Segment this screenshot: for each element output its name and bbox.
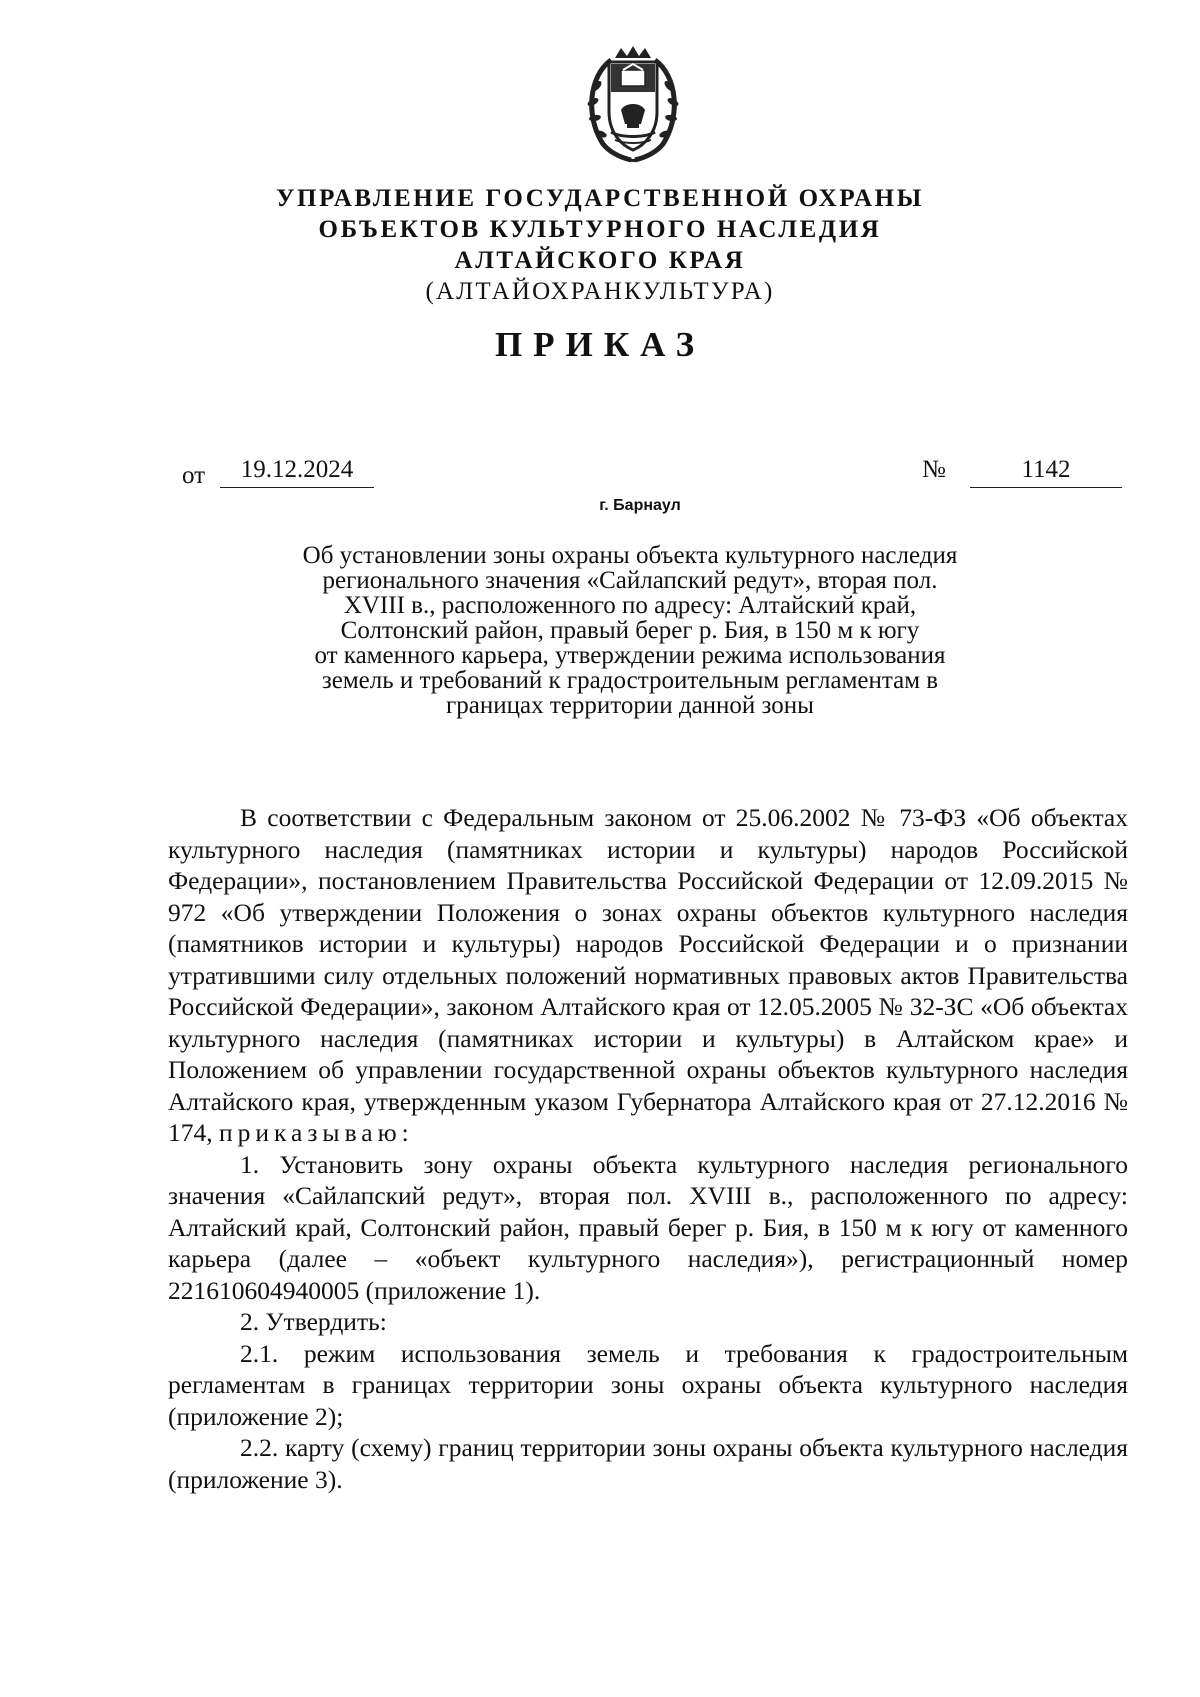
order-word: приказываю: [219, 1118, 414, 1147]
order-date: 19.12.2024 [220, 456, 374, 488]
org-line-3: АЛТАЙСКОГО КРАЯ [454, 247, 746, 274]
subject-line: от каменного карьера, утверждении режима использования [314, 642, 946, 669]
subject-line: XVIII в., расположенного по адресу: Алтайский край, [343, 592, 917, 619]
order-subject [240, 543, 1020, 718]
preamble-text: В соответствии с Федеральным законом от 25.06.2002 № 73-ФЗ «Об объектах культурного наследия (памятниках истории и культуры) народов Российской Федерации», постановлением Правительства Российской Федерации от 12.09.2015 № 972 «Об утверждении Положения о зонах охраны объектов культурного наследия (памятников истории и культуры) народов Российской Федерации и о признании утратившими силу отдельных положений нормативных правовых актов Правительства Российской Федерации», законом Алтайского края от 12.05.2005 № 32-ЗС «Об объектах культурного наследия (памятниках истории и культуры) в Алтайском крае» и Положением об управлении государственной охраны объектов культурного наследия Алтайского края, утвержденным указом Губернатора Алтайского края от 27.12.2016 № 174, [168, 803, 1128, 1147]
org-short-name: (АЛТАЙОХРАНКУЛЬТУРА) [425, 278, 775, 305]
date-number-row [0, 456, 1200, 496]
order-item-2-1: 2.1. режим использования земель и требования к градостроительным регламентам в границах территории зоны охраны объекта культурного наследия (приложение 2); [168, 1338, 1128, 1431]
subject-line: границах территории данной зоны [446, 692, 814, 719]
coat-of-arms-icon [581, 46, 685, 166]
subject-line: земель и требований к градостроительным регламентам в [321, 667, 939, 694]
date-prefix: от [182, 462, 206, 489]
preamble-paragraph [168, 802, 1128, 1149]
order-item-2: 2. Утвердить: [240, 1307, 387, 1336]
order-number: 1142 [970, 456, 1122, 488]
org-line-2: ОБЪЕКТОВ КУЛЬТУРНОГО НАСЛЕДИЯ [318, 216, 882, 243]
order-item-1: 1. Установить зону охраны объекта культурного наследия регионального значения «Сайлапский редут», вторая пол. XVIII в., расположенного по адресу: Алтайский край, Солтонский район, правый берег р. Бия, в 150 м к югу от каменного карьера (далее – «объект культурного наследия»), регистрационный номер 221610604940005 (приложение 1). [168, 1149, 1128, 1305]
organization-header [0, 183, 1200, 307]
org-line-1: УПРАВЛЕНИЕ ГОСУДАРСТВЕННОЙ ОХРАНЫ [276, 185, 924, 212]
city-label: г. Барнаул [599, 497, 681, 514]
document-type-title: ПРИКАЗ [494, 325, 706, 364]
subject-line: Об установлении зоны охраны объекта культурного наследия [302, 542, 958, 569]
order-item-2-2: 2.2. карту (схему) границ территории зоны охраны объекта культурного наследия (приложение 3). [168, 1433, 1128, 1494]
subject-line: Солтонский район, правый берег р. Бия, в 150 м к югу [340, 617, 920, 644]
subject-line: регионального значения «Сайлапский редут», вторая пол. [322, 567, 938, 594]
order-body [168, 802, 1128, 1495]
number-prefix: № [922, 456, 946, 483]
